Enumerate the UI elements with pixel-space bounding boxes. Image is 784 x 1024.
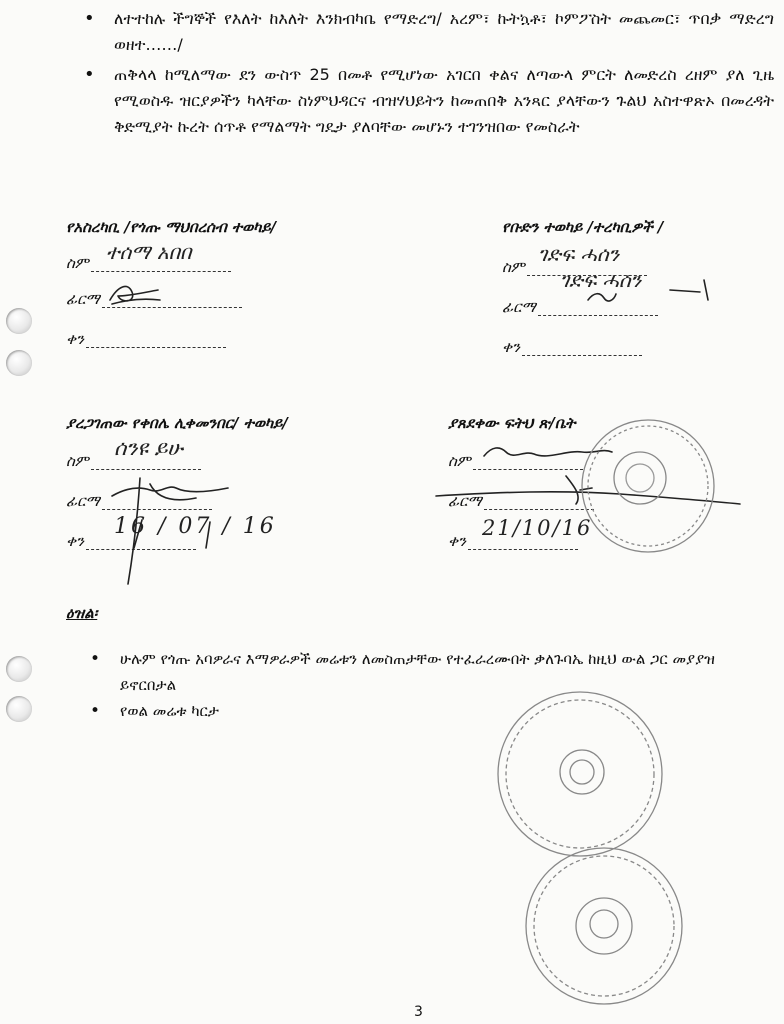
- attachments-list: [90, 646, 770, 724]
- handwritten-signature: [110, 286, 160, 304]
- signature-label: ፊርማ: [448, 492, 482, 510]
- handwritten-stroke: [134, 520, 210, 548]
- date-label: ቀን: [66, 532, 84, 550]
- obligation-item: • ጠቅላላ ከሚለማው ደን ውስጥ 25 በመቶ የሚሆነው አገርበ ቀልና ለጣውላ ምርት ለመድረስ ረዘም ያለ ጊዜ የሚወስዱ ዝርያዎችን ካላቸው ስነምህዳርና ብዝሃህይትን ከመጠበቅ አንጻር ያላቸውን ጉልህ አስተዋጽኦ በመረዳት ቅድሚያት ኩረት ሰጥቶ የማልማት ግዴታ ያለባቸው መሆኑን ተገንዝበው የመስራት: [84, 62, 774, 140]
- date-label: ቀን: [448, 532, 466, 550]
- signature-heading: የቡድን ተወካይ /ተረካቢዎች /: [502, 218, 664, 236]
- handwritten-name: ሰንዩ ይሁ: [114, 436, 183, 460]
- name-label: ስም: [66, 452, 89, 470]
- signature-label: ፊርማ: [502, 298, 536, 316]
- signature-heading: የአስረካቢ /የጎጡ ማህበረሰብ ተወካይ/: [66, 218, 277, 236]
- signature-label: ፊርማ: [66, 492, 100, 510]
- attachments-title: ዕዝል፡: [66, 604, 98, 622]
- attachment-item: • የወል መሬቱ ካርታ: [90, 698, 770, 724]
- obligation-item: • ለተተከሉ ችግኞች የእለት ከእለት እንክብካቤ የማድረግ/ አረም፣ ኩትኳቶ፣ ኮምፖስት መጨመር፣ ጥበቃ ማድረግ ወዘተ……/: [84, 6, 774, 58]
- date-label: ቀን: [502, 338, 520, 356]
- handwritten-date: 16 / 07 / 16: [114, 514, 277, 539]
- handwritten-signature: [588, 294, 616, 301]
- handwritten-name: ገድፍ ሓሰን: [538, 242, 620, 266]
- name-label: ስም: [502, 258, 525, 276]
- official-seal-icon: [582, 420, 714, 552]
- name-label: ስም: [448, 452, 471, 470]
- handwritten-signature: [112, 478, 228, 584]
- signature-label: ፊርማ: [66, 290, 100, 308]
- signature-heading: ያረጋገጠው የቀበሌ ሊቀመንበር/ ተወካይ/: [66, 414, 288, 432]
- handwritten-stroke: [670, 280, 708, 300]
- official-seal-icon: [526, 848, 682, 1004]
- handwritten-date: 21/10/16: [482, 516, 593, 540]
- page-number: 3: [414, 1004, 423, 1020]
- attachment-item: • ሁሉም የጎጡ አባዎራና እማዎራዎች መሬቱን ለመስጠታቸው የተፈራረሙበት ቃለጉባኤ ከዚህ ውል ጋር መያያዝ ይኖርበታል: [90, 646, 770, 698]
- date-label: ቀን: [66, 330, 84, 348]
- name-label: ስም: [66, 254, 89, 272]
- signature-heading: ያጸደቀው ፍትህ ጽ/ቤት: [448, 414, 576, 432]
- handwritten-name: ተሰማ አበበ: [106, 240, 192, 264]
- handwritten-name-second: ገድፍ ሓሰን: [560, 268, 642, 292]
